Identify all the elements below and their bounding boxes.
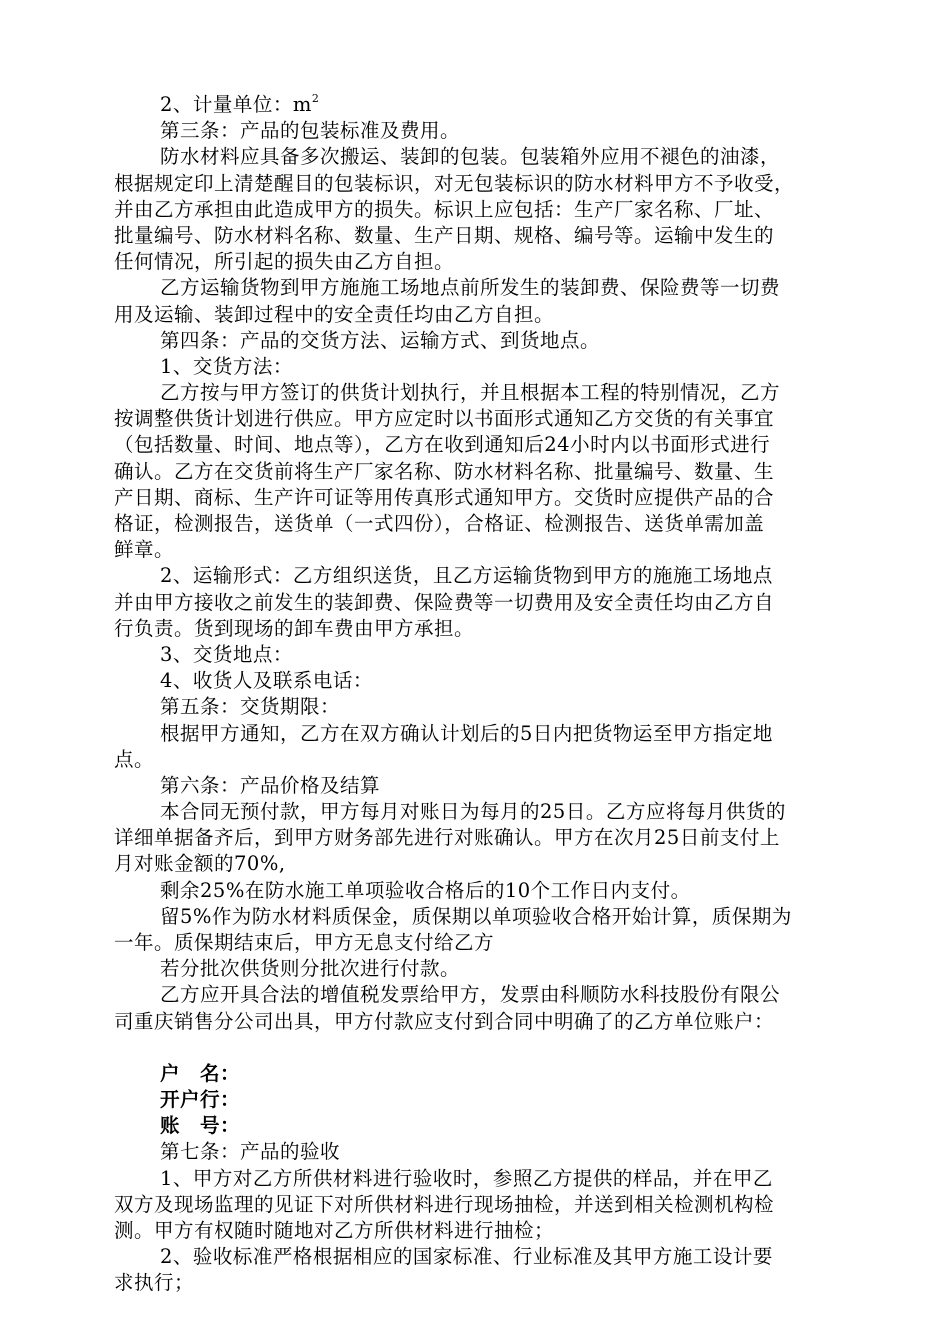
paragraph-line: 2、运输形式：乙方组织送货，且乙方运输货物到甲方的施施工场地点 xyxy=(160,564,773,588)
paragraph-line: 乙方按与甲方签订的供货计划执行，并且根据本工程的特别情况，乙方 xyxy=(160,381,781,405)
unit-superscript: 2 xyxy=(311,92,320,105)
paragraph-line: 并由甲方接收之前发生的装卸费、保险费等一切费用及安全责任均由乙方自 xyxy=(114,590,775,614)
paragraph-line: 剩余25%在防水施工单项验收合格后的10个工作日内支付。 xyxy=(160,878,691,902)
paragraph-line: 月对账金额的70%, xyxy=(114,852,286,876)
paragraph-line: 用及运输、装卸过程中的安全责任均由乙方自担。 xyxy=(114,302,555,326)
paragraph-line: 若分批次供货则分批次进行付款。 xyxy=(160,957,461,981)
paragraph-line: （包括数量、时间、地点等），乙方在收到通知后24小时内以书面形式进行 xyxy=(114,433,771,457)
article-4-heading: 第四条：产品的交货方法、运输方式、到货地点。 xyxy=(160,328,601,352)
paragraph-line: 确认。乙方在交货前将生产厂家名称、防水材料名称、批量编号、数量、生 xyxy=(114,459,775,483)
account-bank-label: 开户行： xyxy=(160,1087,241,1111)
paragraph-line: 并由乙方承担由此造成甲方的损失。标识上应包括：生产厂家名称、厂址、 xyxy=(114,197,775,221)
paragraph-line: 鲜章。 xyxy=(114,538,175,562)
paragraph-line: 乙方运输货物到甲方施施工场地点前所发生的装卸费、保险费等一切费 xyxy=(160,276,781,300)
paragraph-line: 测。甲方有权随时随地对乙方所供材料进行抽检； xyxy=(114,1218,555,1242)
paragraph-line: 批量编号、防水材料名称、数量、生产日期、规格、编号等。运输中发生的 xyxy=(114,223,775,247)
measurement-unit-line: 2、计量单位：$m^2$ xyxy=(160,92,320,116)
paragraph-line: 点。 xyxy=(114,747,155,771)
paragraph-line: 留5%作为防水材料质保金，质保期以单项验收合格开始计算，质保期为 xyxy=(160,904,792,928)
account-number-label: 账 号： xyxy=(160,1114,241,1138)
paragraph-line: 格证，检测报告，送货单（一式四份），合格证、检测报告、送货单需加盖 xyxy=(114,512,765,535)
paragraph-line: 防水材料应具备多次搬运、装卸的包装。包装箱外应用不褪色的油漆， xyxy=(160,145,781,169)
paragraph-line: 根据甲方通知，乙方在双方确认计划后的5日内把货物运至甲方指定地 xyxy=(160,721,773,745)
paragraph-line: 双方及现场监理的见证下对所供材料进行现场抽检，并送到相关检测机构检 xyxy=(114,1192,775,1216)
paragraph-line: 司重庆销售分公司出具，甲方付款应支付到合同中明确了的乙方单位账户： xyxy=(114,1009,775,1033)
delivery-method-heading: 1、交货方法： xyxy=(160,354,293,378)
paragraph-line: 根据规定印上清楚醒目的包装标识，对无包装标识的防水材料甲方不予收受， xyxy=(114,171,795,195)
paragraph-line: 求执行； xyxy=(114,1271,195,1295)
paragraph-line: 2、验收标准严格根据相应的国家标准、行业标准及其甲方施工设计要 xyxy=(160,1245,773,1269)
blank-line xyxy=(114,1035,854,1061)
paragraph-line: 本合同无预付款，甲方每月对账日为每月的25日。乙方应将每月供货的 xyxy=(160,800,786,824)
delivery-location-line: 3、交货地点： xyxy=(160,642,293,666)
receiver-contact-line: 4、收货人及联系电话： xyxy=(160,669,373,693)
account-name-label: 户 名： xyxy=(160,1061,241,1085)
paragraph-line: 产日期、商标、生产许可证等用传真形式通知甲方。交货时应提供产品的合 xyxy=(114,485,775,509)
article-6-heading: 第六条：产品价格及结算 xyxy=(160,773,381,797)
article-5-heading: 第五条：交货期限： xyxy=(160,695,341,719)
paragraph-line: 乙方应开具合法的增值税发票给甲方，发票由科顺防水科技股份有限公 xyxy=(160,983,781,1007)
paragraph-line: 按调整供货计划进行供应。甲方应定时以书面形式通知乙方交货的有关事宜 xyxy=(114,407,775,431)
paragraph-line: 1、甲方对乙方所供材料进行验收时，参照乙方提供的样品，并在甲乙 xyxy=(160,1166,773,1190)
paragraph-line: 任何情况，所引起的损失由乙方自担。 xyxy=(114,250,455,274)
article-3-heading: 第三条：产品的包装标准及费用。 xyxy=(160,119,461,143)
paragraph-line: 行负责。货到现场的卸车费由甲方承担。 xyxy=(114,616,475,640)
document-page xyxy=(114,92,854,1296)
paragraph-line: 详细单据备齐后，到甲方财务部先进行对账确认。甲方在次月25日前支付上 xyxy=(114,826,780,850)
article-7-heading: 第七条：产品的验收 xyxy=(160,1140,341,1164)
paragraph-line: 一年。质保期结束后，甲方无息支付给乙方 xyxy=(114,931,495,954)
